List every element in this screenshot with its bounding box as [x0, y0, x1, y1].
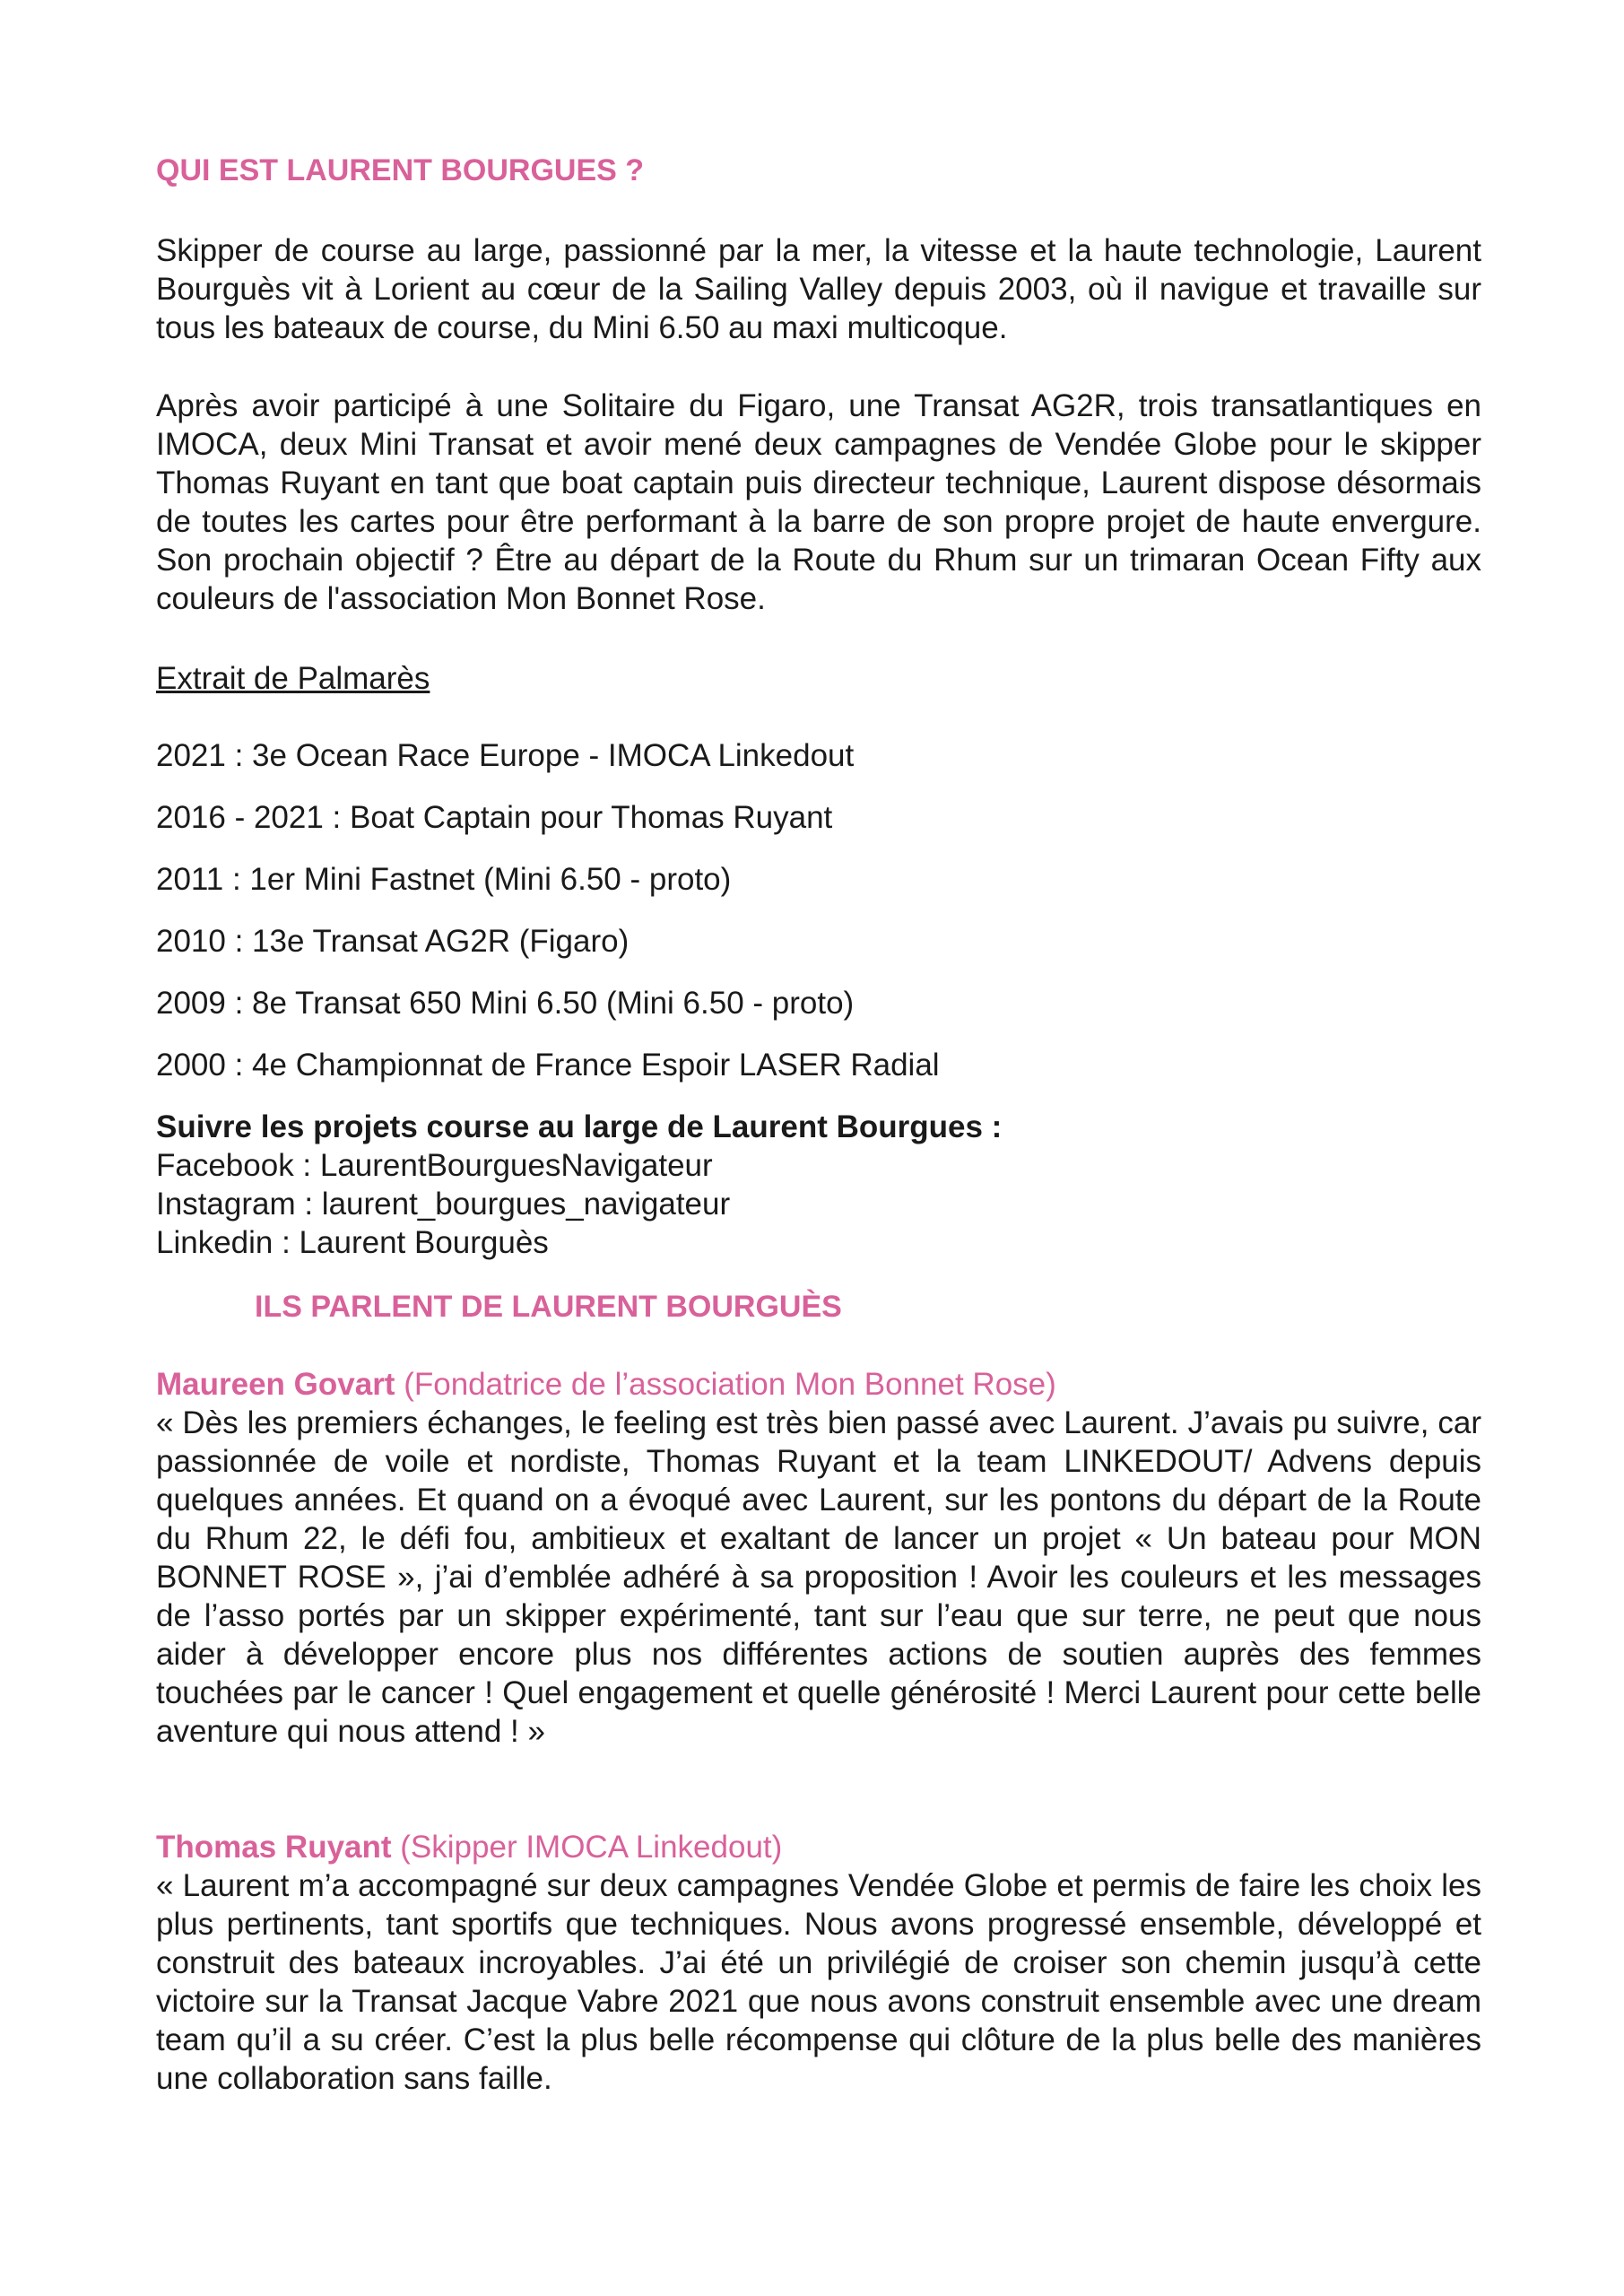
palmares-item: 2000 : 4e Championnat de France Espoir LASER Radial [156, 1048, 940, 1083]
section-title-testimonials: ILS PARLENT DE LAURENT BOURGUÈS [255, 1290, 842, 1324]
intro-paragraph: Skipper de course au large, passionné par la mer, la vitesse et la haute technologie, Laurent Bourguès vit à Lorient au cœur de la Sailing Valley depuis 2003, où il navigue et travaille sur tous les bateaux de course, du Mini 6.50 au maxi multicoque. [156, 233, 1481, 345]
testimonial-role: (Fondatrice de l’association Mon Bonnet Rose) [395, 1367, 1056, 1402]
instagram-line: Instagram : laurent_bourgues_navigateur [156, 1187, 731, 1222]
palmares-title: Extrait de Palmarès [156, 661, 430, 696]
section-title-who: QUI EST LAURENT BOURGUES ? [156, 153, 645, 187]
career-paragraph: Après avoir participé à une Solitaire du Figaro, une Transat AG2R, trois transatlantiques en IMOCA, deux Mini Transat et avoir mené deux campagnes de Vendée Globe pour le skipper Thomas Ruyant en tant que boat captain puis directeur technique, Laurent dispose désormais de toutes les cartes pour être performant à la barre de son propre projet de haute envergure. Son prochain objectif ? Être au départ de la Route du Rhum sur un trimaran Ocean Fifty aux couleurs de l'association Mon Bonnet Rose. [156, 388, 1481, 616]
palmares-item: 2021 : 3e Ocean Race Europe - IMOCA Linkedout [156, 738, 855, 773]
palmares-item: 2016 - 2021 : Boat Captain pour Thomas Ruyant [156, 800, 833, 835]
palmares-item: 2009 : 8e Transat 650 Mini 6.50 (Mini 6.50 - proto) [156, 986, 855, 1021]
testimonial-thomas [156, 1828, 1481, 2098]
linkedin-line: Linkedin : Laurent Bourguès [156, 1225, 549, 1260]
testimonial-quote: « Laurent m’a accompagné sur deux campagnes Vendée Globe et permis de faire les choix les plus pertinents, tant sportifs que techniques. Nous avons progressé ensemble, développé et construit des bateaux incroyables. J’ai été un privilégié de croiser son chemin jusqu’à cette victoire sur la Transat Jacque Vabre 2021 que nous avons construit ensemble avec une dream team qu’il a su créer. C’est la plus belle récompense qui clôture de la plus belle des manières une collaboration sans faille. [156, 1868, 1481, 2096]
document-page [156, 151, 1481, 2098]
testimonial-name: Maureen Govart [156, 1367, 395, 1402]
follow-title: Suivre les projets course au large de Laurent Bourgues : [156, 1109, 1003, 1144]
testimonial-quote: « Dès les premiers échanges, le feeling est très bien passé avec Laurent. J’avais pu suivre, car passionnée de voile et nordiste, Thomas Ruyant et la team LINKEDOUT/ Advens depuis quelques années. Et quand on a évoqué avec Laurent, sur les pontons du départ de la Route du Rhum 22, le défi fou, ambitieux et exaltant de lancer un projet « Un bateau pour MON BONNET ROSE », j’ai d’emblée adhéré à sa proposition ! Avoir les couleurs et les messages de l’asso portés par un skipper expérimenté, tant sur l’eau que sur terre, ne peut que nous aider à développer encore plus nos différentes actions de soutien auprès des femmes touchées par le cancer ! Quel engagement et quelle générosité ! Merci Laurent pour cette belle aventure qui nous attend ! » [156, 1405, 1481, 1749]
palmares-item: 2011 : 1er Mini Fastnet (Mini 6.50 - proto) [156, 862, 732, 897]
palmares-item: 2010 : 13e Transat AG2R (Figaro) [156, 924, 630, 959]
testimonial-maureen [156, 1365, 1481, 1751]
testimonial-heading [156, 1365, 1481, 1404]
testimonial-role: (Skipper IMOCA Linkedout) [391, 1830, 783, 1865]
facebook-line: Facebook : LaurentBourguesNavigateur [156, 1148, 713, 1183]
testimonial-name: Thomas Ruyant [156, 1830, 392, 1865]
follow-block [156, 1108, 1481, 1262]
palmares-list [156, 736, 1481, 1084]
testimonial-heading [156, 1828, 1481, 1866]
